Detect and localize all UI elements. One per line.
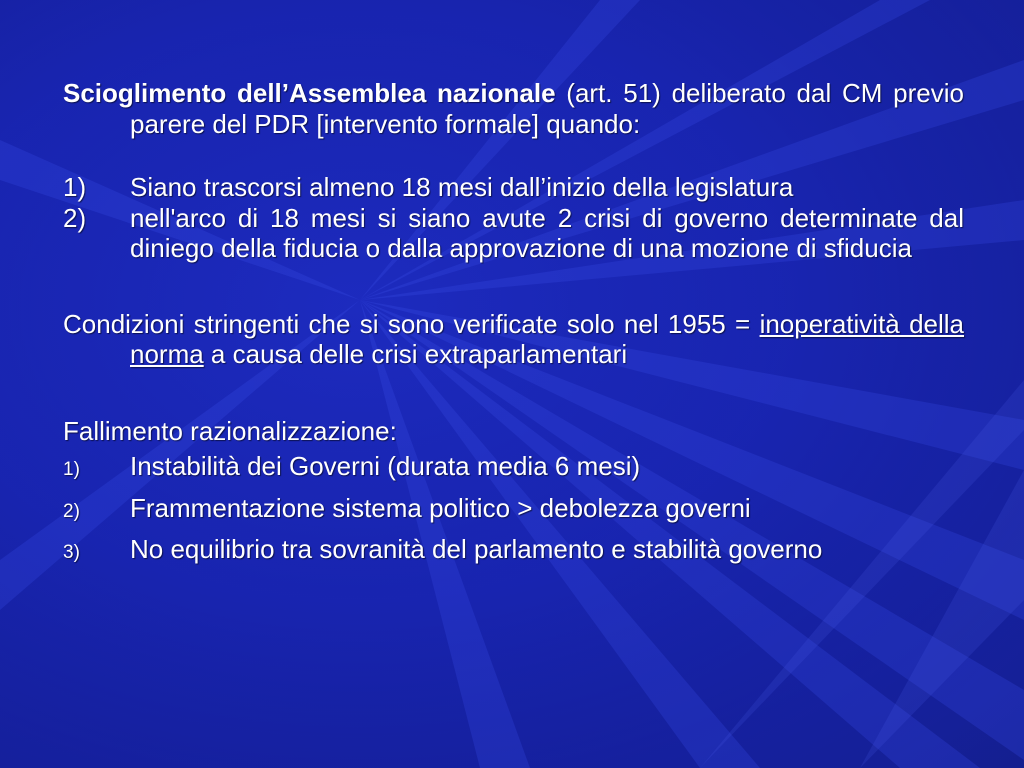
list-number: 2) <box>63 202 87 233</box>
list-item <box>63 203 964 264</box>
list-number: 1) <box>63 459 80 480</box>
list-number: 1) <box>63 172 87 202</box>
list-text: Instabilità dei Governi (durata media 6 mesi) <box>130 451 641 481</box>
list-text: nell'arco di 18 mesi si siano avute 2 crisi di governo determinate dal diniego della fiducia o dalla approvazione di una mozione di sfiducia <box>130 202 964 263</box>
list-text: Siano trascorsi almeno 18 mesi dall’inizio della legislatura <box>130 172 794 202</box>
paragraph-scioglimento <box>63 78 964 139</box>
fallimento-heading: Fallimento razionalizzazione: <box>63 415 397 446</box>
paragraph-fallimento <box>63 416 964 447</box>
list-item <box>63 451 964 486</box>
list-number: 3) <box>63 542 80 563</box>
list-text: No equilibrio tra sovranità del parlamento e stabilità governo <box>130 534 823 564</box>
list-item <box>63 172 964 203</box>
list-item <box>63 534 964 569</box>
slide-content <box>63 78 964 569</box>
paragraph-condizioni <box>63 309 964 370</box>
list-item <box>63 493 964 528</box>
scioglimento-text: (art. 51) deliberato dal CM previo parere del PDR [intervento formale] quando: <box>130 78 964 139</box>
condizioni-text-1: Condizioni stringenti che si sono verificate solo nel 1955 = <box>63 308 760 339</box>
list-number: 2) <box>63 500 80 522</box>
list-text: Frammentazione sistema politico > debolezza governi <box>130 492 751 523</box>
condizioni-text-2: a causa delle crisi extraparlamentari <box>203 339 628 369</box>
condizioni-underlined: inoperatività della norma <box>130 308 965 369</box>
scioglimento-heading: Scioglimento dell’Assemblea nazionale <box>63 78 556 108</box>
